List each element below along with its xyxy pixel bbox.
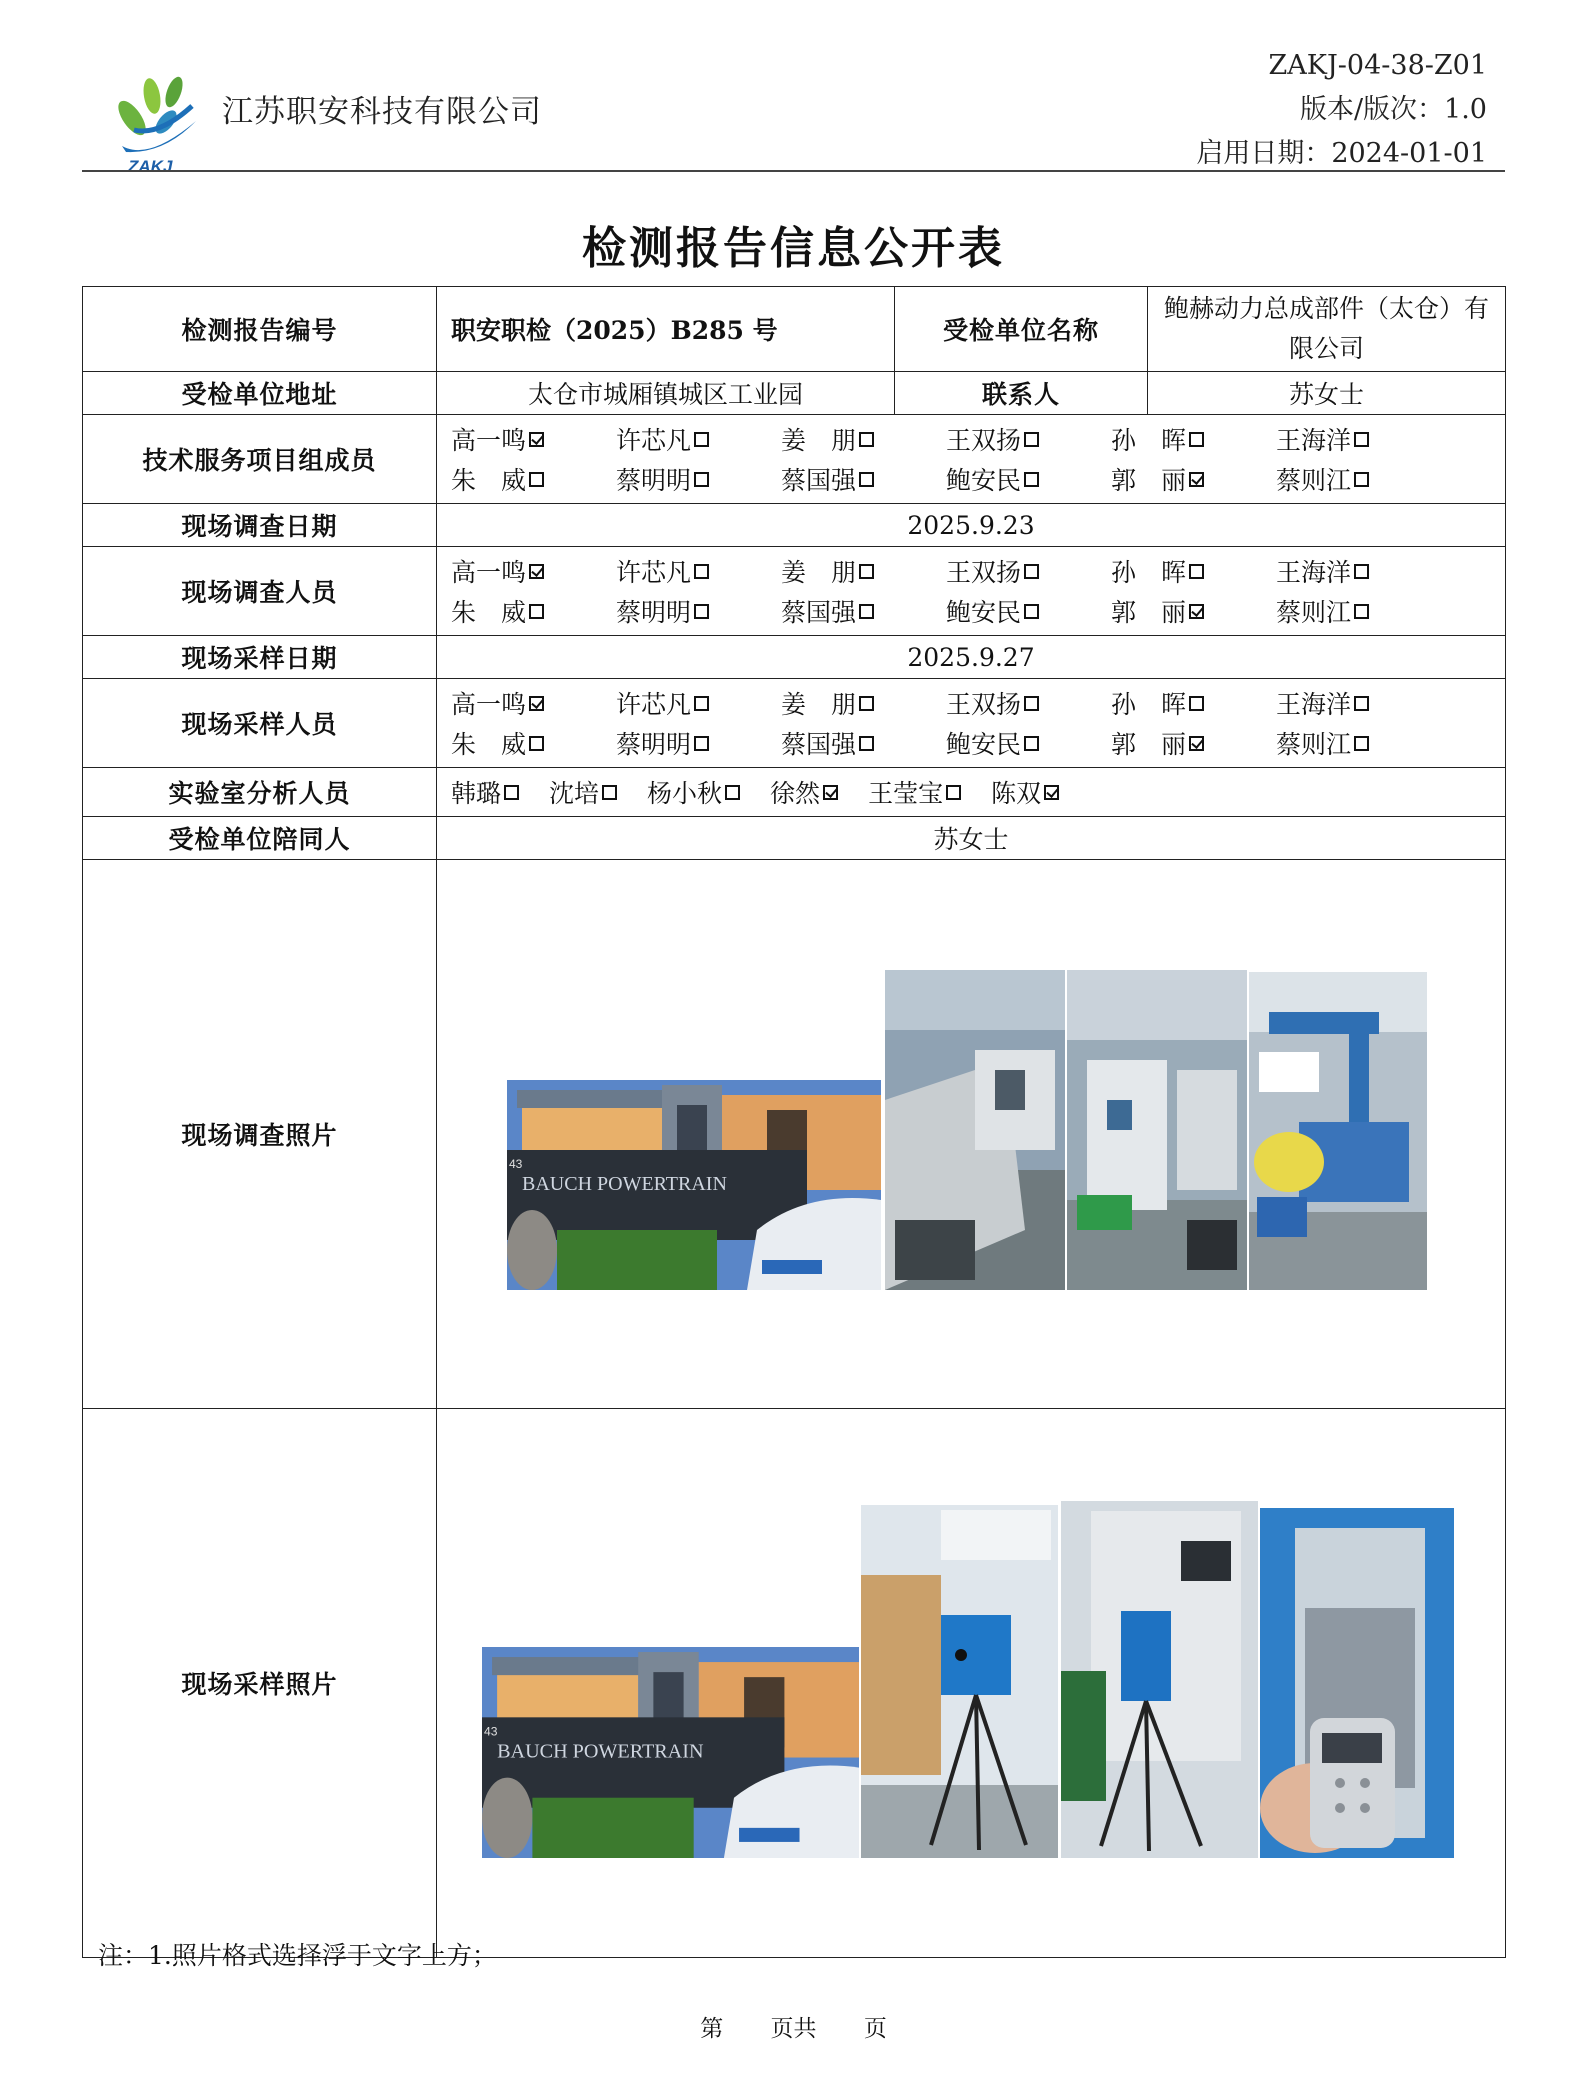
- person-name: 蔡则江: [1276, 730, 1352, 759]
- person-option: [647, 774, 740, 810]
- unchecked-box-icon[interactable]: [1024, 604, 1039, 619]
- person-name: 王双扬: [946, 690, 1022, 719]
- table-row: [83, 768, 1506, 817]
- table-row: [83, 287, 1506, 372]
- person-option: [616, 553, 781, 589]
- unchecked-box-icon[interactable]: [602, 785, 617, 800]
- table-row: [83, 817, 1506, 860]
- sampling-photos-label: 现场采样照片: [83, 1409, 437, 1958]
- table-row: [83, 415, 1506, 504]
- checked-box-icon[interactable]: [1189, 472, 1204, 487]
- gate-photo: [482, 1647, 859, 1858]
- sampling-staff-list: [437, 679, 1506, 768]
- person-name: 王双扬: [946, 558, 1022, 587]
- survey-photos: [437, 860, 1505, 1408]
- checked-box-icon[interactable]: [823, 785, 838, 800]
- table-row: [83, 636, 1506, 679]
- person-option: [1111, 553, 1276, 589]
- workshop-photo: [885, 970, 1065, 1290]
- unchecked-box-icon[interactable]: [694, 736, 709, 751]
- checked-box-icon[interactable]: [1044, 785, 1059, 800]
- unchecked-box-icon[interactable]: [1354, 432, 1369, 447]
- unchecked-box-icon[interactable]: [1354, 472, 1369, 487]
- survey-date-label: 现场调查日期: [83, 504, 437, 547]
- person-option: [1276, 725, 1441, 761]
- person-name: 许芯凡: [616, 690, 692, 719]
- person-name: 鲍安民: [946, 730, 1022, 759]
- person-option: [1111, 461, 1276, 497]
- person-name: 徐然: [770, 779, 821, 808]
- unchecked-box-icon[interactable]: [694, 432, 709, 447]
- person-name: 蔡则江: [1276, 466, 1352, 495]
- sampler-photo: [861, 1505, 1058, 1858]
- person-name: 郭 丽: [1111, 466, 1187, 495]
- person-name: 朱 威: [451, 598, 527, 627]
- unchecked-box-icon[interactable]: [859, 432, 874, 447]
- person-name: 沈培: [549, 779, 600, 808]
- person-row: [451, 419, 1499, 459]
- tech-members-label: 技术服务项目组成员: [83, 415, 437, 504]
- unchecked-box-icon[interactable]: [1024, 472, 1039, 487]
- escort-label: 受检单位陪同人: [83, 817, 437, 860]
- company-logo: [104, 66, 214, 176]
- person-option: [451, 725, 616, 761]
- person-row: [451, 772, 1499, 812]
- document-code: ZAKJ-04-38-Z01: [1268, 50, 1487, 81]
- person-option: [781, 553, 946, 589]
- report-info-table: [82, 286, 1506, 1958]
- leaf-icon: [113, 75, 196, 153]
- person-option: [1111, 421, 1276, 457]
- workshop-photo: [1067, 970, 1247, 1290]
- workshop-photo: [1249, 972, 1427, 1290]
- sampler-photo: [1061, 1501, 1258, 1858]
- person-option: [946, 725, 1111, 761]
- person-option: [946, 685, 1111, 721]
- person-option: [868, 774, 961, 810]
- person-option: [616, 461, 781, 497]
- person-option: [451, 685, 616, 721]
- unchecked-box-icon[interactable]: [725, 785, 740, 800]
- person-row: [451, 723, 1499, 763]
- checked-box-icon[interactable]: [529, 696, 544, 711]
- footnote: 注：1.照片格式选择浮于文字上方；: [98, 1941, 497, 1970]
- unchecked-box-icon[interactable]: [694, 472, 709, 487]
- gate-sign-text: BAUCH POWERTRAIN: [522, 1173, 727, 1195]
- person-name: 王海洋: [1276, 426, 1352, 455]
- person-name: 高一鸣: [451, 690, 527, 719]
- report-no-value: 职安职检（2025）B285 号: [437, 287, 895, 372]
- person-name: 姜 朋: [781, 558, 857, 587]
- unchecked-box-icon[interactable]: [859, 696, 874, 711]
- person-option: [616, 593, 781, 629]
- person-option: [991, 774, 1059, 810]
- unchecked-box-icon[interactable]: [1024, 432, 1039, 447]
- person-name: 王双扬: [946, 426, 1022, 455]
- unchecked-box-icon[interactable]: [1354, 736, 1369, 751]
- person-option: [1276, 685, 1441, 721]
- unchecked-box-icon[interactable]: [1024, 696, 1039, 711]
- person-name: 鲍安民: [946, 466, 1022, 495]
- survey-date-value: 2025.9.23: [437, 504, 1506, 547]
- person-option: [1111, 725, 1276, 761]
- person-option: [1276, 593, 1441, 629]
- person-option: [616, 725, 781, 761]
- person-option: [946, 461, 1111, 497]
- person-name: 孙 晖: [1111, 558, 1187, 587]
- contact-label: 联系人: [895, 372, 1148, 415]
- unchecked-box-icon[interactable]: [694, 564, 709, 579]
- person-option: [451, 593, 616, 629]
- unchecked-box-icon[interactable]: [1189, 696, 1204, 711]
- unchecked-box-icon[interactable]: [859, 736, 874, 751]
- person-row: [451, 551, 1499, 591]
- unchecked-box-icon[interactable]: [946, 785, 961, 800]
- person-name: 蔡明明: [616, 730, 692, 759]
- person-option: [946, 593, 1111, 629]
- address-label: 受检单位地址: [83, 372, 437, 415]
- unchecked-box-icon[interactable]: [1189, 432, 1204, 447]
- tech-members-list: [437, 415, 1506, 504]
- person-name: 韩璐: [451, 779, 502, 808]
- person-option: [1276, 461, 1441, 497]
- person-name: 王海洋: [1276, 558, 1352, 587]
- person-name: 许芯凡: [616, 426, 692, 455]
- unchecked-box-icon[interactable]: [529, 472, 544, 487]
- person-name: 高一鸣: [451, 426, 527, 455]
- person-option: [451, 553, 616, 589]
- unchecked-box-icon[interactable]: [859, 604, 874, 619]
- sound-meter-photo: [1260, 1508, 1454, 1858]
- person-name: 孙 晖: [1111, 690, 1187, 719]
- gate-photo: [507, 1080, 881, 1290]
- page-number-middle: 页共: [770, 2016, 817, 2042]
- gate-sign-text: BAUCH POWERTRAIN: [497, 1740, 704, 1763]
- page-number: [0, 2010, 1587, 2043]
- person-row: [451, 591, 1499, 631]
- person-name: 鲍安民: [946, 598, 1022, 627]
- contact-value: 苏女士: [1148, 372, 1506, 415]
- page-number-prefix: 第: [700, 2016, 724, 2042]
- person-name: 蔡国强: [781, 466, 857, 495]
- survey-photos-label: 现场调查照片: [83, 860, 437, 1409]
- person-option: [1276, 553, 1441, 589]
- sampling-date-value: 2025.9.27: [437, 636, 1506, 679]
- person-name: 王海洋: [1276, 690, 1352, 719]
- person-name: 蔡明明: [616, 598, 692, 627]
- report-no-label: 检测报告编号: [83, 287, 437, 372]
- effective-date: 启用日期：2024-01-01: [1196, 138, 1487, 169]
- person-name: 朱 威: [451, 730, 527, 759]
- person-name: 蔡则江: [1276, 598, 1352, 627]
- person-name: 姜 朋: [781, 690, 857, 719]
- unit-name-label: 受检单位名称: [895, 287, 1148, 372]
- person-name: 郭 丽: [1111, 598, 1187, 627]
- person-row: [451, 683, 1499, 723]
- person-name: 郭 丽: [1111, 730, 1187, 759]
- person-name: 朱 威: [451, 466, 527, 495]
- table-row: [83, 547, 1506, 636]
- person-option: [946, 553, 1111, 589]
- person-name: 蔡国强: [781, 730, 857, 759]
- person-option: [1276, 421, 1441, 457]
- logo-text: ZAKJ: [128, 157, 173, 176]
- lab-staff-label: 实验室分析人员: [83, 768, 437, 817]
- gate-number: 43: [484, 1724, 498, 1739]
- table-row: [83, 504, 1506, 547]
- page-number-suffix: 页: [863, 2016, 887, 2042]
- sampling-photos: [437, 1409, 1505, 1957]
- person-option: [1111, 685, 1276, 721]
- person-name: 孙 晖: [1111, 426, 1187, 455]
- person-name: 蔡明明: [616, 466, 692, 495]
- person-option: [616, 421, 781, 457]
- person-option: [781, 685, 946, 721]
- table-row: [83, 372, 1506, 415]
- person-name: 许芯凡: [616, 558, 692, 587]
- person-option: [781, 725, 946, 761]
- person-name: 陈双: [991, 779, 1042, 808]
- person-row: [451, 459, 1499, 499]
- unchecked-box-icon[interactable]: [1024, 564, 1039, 579]
- person-option: [781, 461, 946, 497]
- unchecked-box-icon[interactable]: [694, 604, 709, 619]
- checked-box-icon[interactable]: [1189, 736, 1204, 751]
- unchecked-box-icon[interactable]: [529, 604, 544, 619]
- person-name: 杨小秋: [647, 779, 723, 808]
- lab-staff-list: [437, 768, 1506, 817]
- unchecked-box-icon[interactable]: [859, 564, 874, 579]
- unchecked-box-icon[interactable]: [859, 472, 874, 487]
- person-option: [781, 421, 946, 457]
- unchecked-box-icon[interactable]: [1354, 696, 1369, 711]
- checked-box-icon[interactable]: [1189, 604, 1204, 619]
- checked-box-icon[interactable]: [529, 564, 544, 579]
- page-title: 检测报告信息公开表: [582, 223, 1005, 274]
- sampling-staff-label: 现场采样人员: [83, 679, 437, 768]
- person-option: [549, 774, 617, 810]
- person-name: 高一鸣: [451, 558, 527, 587]
- header-divider: [82, 170, 1505, 172]
- survey-staff-label: 现场调查人员: [83, 547, 437, 636]
- gate-number: 43: [509, 1157, 523, 1171]
- survey-staff-list: [437, 547, 1506, 636]
- escort-value: 苏女士: [437, 817, 1506, 860]
- unchecked-box-icon[interactable]: [1024, 736, 1039, 751]
- unchecked-box-icon[interactable]: [1354, 604, 1369, 619]
- table-row: [83, 679, 1506, 768]
- company-name: 江苏职安科技有限公司: [222, 94, 542, 130]
- unit-name-value: 鲍赫动力总成部件（太仓）有限公司: [1148, 287, 1506, 372]
- person-option: [1111, 593, 1276, 629]
- document-version: 版本/版次：1.0: [1299, 94, 1487, 125]
- document-meta: [1196, 44, 1487, 176]
- person-name: 蔡国强: [781, 598, 857, 627]
- checked-box-icon[interactable]: [529, 432, 544, 447]
- person-option: [451, 461, 616, 497]
- table-row: [83, 1409, 1506, 1958]
- unchecked-box-icon[interactable]: [1354, 564, 1369, 579]
- person-name: 姜 朋: [781, 426, 857, 455]
- unchecked-box-icon[interactable]: [694, 696, 709, 711]
- person-option: [451, 774, 519, 810]
- unchecked-box-icon[interactable]: [529, 736, 544, 751]
- person-name: 王莹宝: [868, 779, 944, 808]
- person-option: [770, 774, 838, 810]
- person-option: [946, 421, 1111, 457]
- table-row: [83, 860, 1506, 1409]
- person-option: [451, 421, 616, 457]
- person-option: [781, 593, 946, 629]
- address-value: 太仓市城厢镇城区工业园: [437, 372, 895, 415]
- sampling-date-label: 现场采样日期: [83, 636, 437, 679]
- person-option: [616, 685, 781, 721]
- unchecked-box-icon[interactable]: [1189, 564, 1204, 579]
- unchecked-box-icon[interactable]: [504, 785, 519, 800]
